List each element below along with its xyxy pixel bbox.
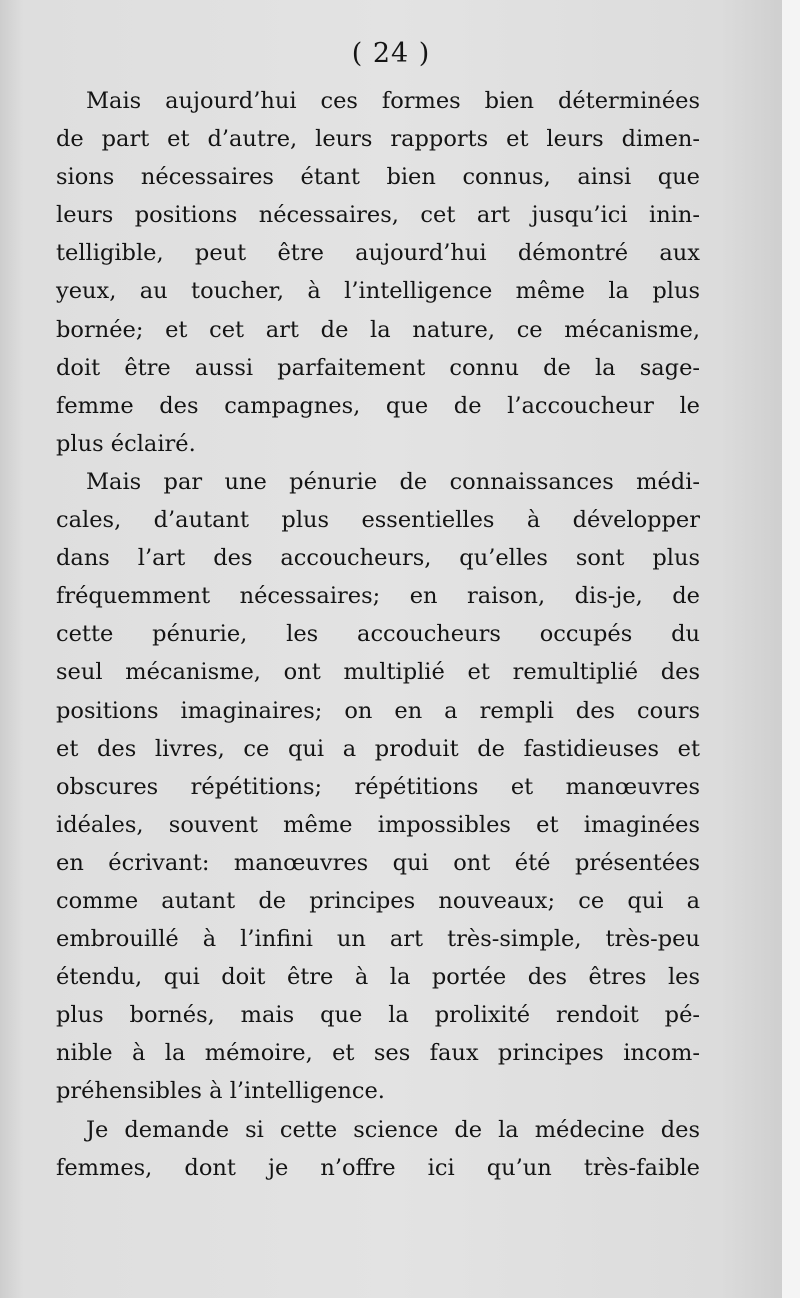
text-line: seul mécanisme, ont multiplié et remultiplié des xyxy=(56,659,700,686)
text-line: doit être aussi parfaitement connu de la sage- xyxy=(56,354,700,381)
text-line: préhensibles à l’intelligence. xyxy=(56,1078,385,1105)
text-line: plus éclairé. xyxy=(56,430,196,457)
paragraph xyxy=(56,463,700,1111)
text-line: positions imaginaires; on en a rempli des cours xyxy=(56,697,700,724)
text-line: comme autant de principes nouveaux; ce qui a xyxy=(56,887,700,914)
body-text xyxy=(56,82,700,1187)
text-line: femmes, dont je n’offre ici qu’un très-faible xyxy=(56,1154,700,1181)
text-line: fréquemment nécessaires; en raison, dis-je, de xyxy=(56,583,700,610)
text-line: cette pénurie, les accoucheurs occupés du xyxy=(56,621,700,648)
page-number: ( 24 ) xyxy=(351,38,431,69)
text-line: plus bornés, mais que la prolixité rendoit pé- xyxy=(56,1002,700,1029)
text-line: yeux, au toucher, à l’intelligence même la plus xyxy=(56,278,700,305)
paragraph xyxy=(56,82,700,463)
text-line: étendu, qui doit être à la portée des êtres les xyxy=(56,964,700,991)
text-line: idéales, souvent même impossibles et imaginées xyxy=(56,811,700,838)
page-edge xyxy=(782,0,800,1298)
text-line: Je demande si cette science de la médecine des xyxy=(86,1116,700,1143)
text-line: telligible, peut être aujourd’hui démontré aux xyxy=(56,240,700,267)
text-line: dans l’art des accoucheurs, qu’elles sont plus xyxy=(56,545,700,572)
text-line: obscures répétitions; répétitions et manœuvres xyxy=(56,773,700,800)
text-line: Mais par une pénurie de connaissances médi- xyxy=(86,468,700,495)
text-line: femme des campagnes, que de l’accoucheur le xyxy=(56,392,700,419)
text-line: et des livres, ce qui a produit de fastidieuses et xyxy=(56,735,700,762)
text-line: sions nécessaires étant bien connus, ainsi que xyxy=(56,164,700,191)
text-line: en écrivant: manœuvres qui ont été présentées xyxy=(56,849,700,876)
text-line: nible à la mémoire, et ses faux principes incom- xyxy=(56,1040,700,1067)
text-line: cales, d’autant plus essentielles à développer xyxy=(56,507,700,534)
text-line: bornée; et cet art de la nature, ce mécanisme, xyxy=(56,316,700,343)
text-line: de part et d’autre, leurs rapports et leurs dimen- xyxy=(56,126,700,153)
paragraph xyxy=(56,1111,700,1187)
text-line: embrouillé à l’infini un art très-simple, très-peu xyxy=(56,926,700,953)
text-line: leurs positions nécessaires, cet art jusqu’ici inin- xyxy=(56,202,700,229)
text-line: Mais aujourd’hui ces formes bien déterminées xyxy=(86,88,700,114)
